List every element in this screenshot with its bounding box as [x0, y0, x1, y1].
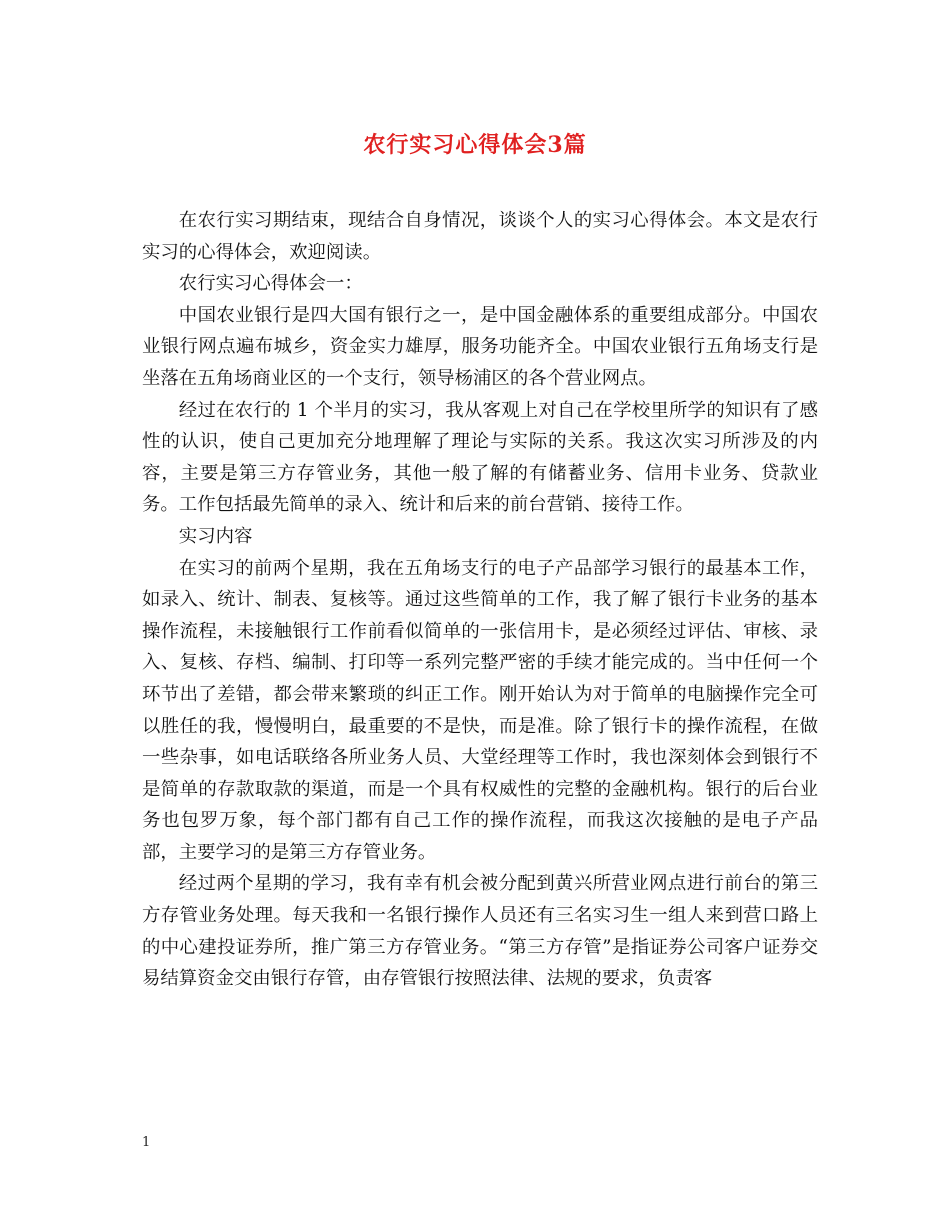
paragraph-first-two-weeks: 在实习的前两个星期，我在五角场支行的电子产品部学习银行的最基本工作，如录入、统计、制表、复核等。通过这些简单的工作，我了解了银行卡业务的基本操作流程，未接触银行工作前看似简单的一张信用卡，是必须经过评估、审核、录入、复核、存档、编制、打印等一系列完整严密的手续才能完成的。当中任何一个环节出了差错，都会带来繁琐的纠正工作。刚开始认为对于简单的电脑操作完全可以胜任的我，慢慢明白，最重要的不是快，而是准。除了银行卡的操作流程，在做一些杂事，如电话联络各所业务人员、大堂经理等工作时，我也深刻体会到银行不是简单的存款取款的渠道，而是一个具有权威性的完整的金融机构。银行的后台业务也包罗万象，每个部门都有自己工作的操作流程，而我这次接触的是电子产品部，主要学习的是第三方存管业务。 [142, 557, 818, 863]
page-number: 1 [142, 1135, 151, 1150]
section-heading-content: 实习内容 [178, 525, 253, 547]
section-heading-part-one: 农行实习心得体会一： [178, 273, 363, 295]
document-body [142, 205, 818, 995]
paragraph-internship-summary: 经过在农行的 1 个半月的实习，我从客观上对自己在学校里所学的知识有了感性的认识，使自己更加充分地理解了理论与实际的关系。我这次实习所涉及的内容，主要是第三方存管业务，其他一般了解的有储蓄业务、信用卡业务、贷款业务。工作包括最先简单的录入、统计和后来的前台营销、接待工作。 [142, 399, 818, 516]
paragraph-front-desk: 经过两个星期的学习，我有幸有机会被分配到黄兴所营业网点进行前台的第三方存管业务处理。每天我和一名银行操作人员还有三名实习生一组人来到营口路上的中心建投证券所，推广第三方存管业务。“第三方存管”是指证券公司客户证券交易结算资金交由银行存管，由存管银行按照法律、法规的要求，负责客 [142, 873, 818, 990]
paragraph-intro: 在农行实习期结束，现结合自身情况，谈谈个人的实习心得体会。本文是农行实习的心得体会，欢迎阅读。 [142, 210, 818, 263]
paragraph-abc-overview: 中国农业银行是四大国有银行之一，是中国金融体系的重要组成部分。中国农业银行网点遍布城乡，资金实力雄厚，服务功能齐全。中国农业银行五角场支行是坐落在五角场商业区的一个支行，领导杨浦区的各个营业网点。 [142, 304, 818, 389]
document-title: 农行实习心得体会3篇 [363, 132, 587, 158]
